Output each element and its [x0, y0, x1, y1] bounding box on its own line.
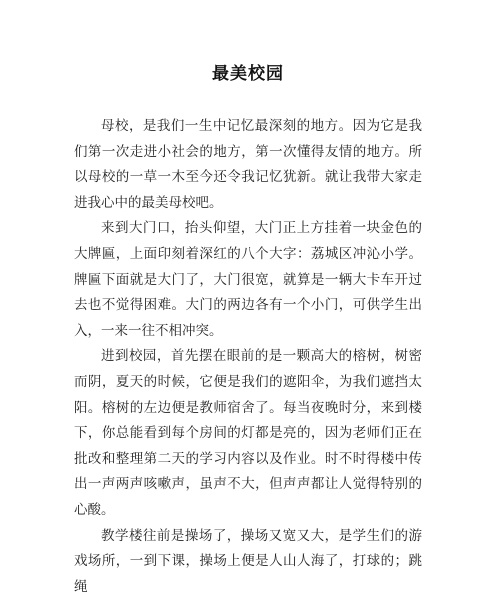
- paragraph-4: 教学楼往前是操场了，操场又宽又大，是学生们的游戏场所，一到下课，操场上便是人山人海了，打球的；跳绳: [74, 524, 422, 600]
- document-title: 最美校园: [0, 62, 496, 86]
- document-body: [74, 114, 422, 600]
- paragraph-3: 进到校园，首先摆在眼前的是一颗高大的榕树，树密而阴，夏天的时候，它便是我们的遮阳伞，为我们遮挡太阳。榕树的左边便是教师宿舍了。每当夜晚时分，来到楼下，你总能看到每个房间的灯都是亮的，因为老师们正在批改和整理第二天的学习内容以及作业。时不时得楼中传出一声两声咳嗽声，虽声不大，但声声都让人觉得特别的心酸。: [74, 344, 422, 523]
- paragraph-1: 母校，是我们一生中记忆最深刻的地方。因为它是我们第一次走进小社会的地方，第一次懂得友情的地方。所以母校的一草一木至今还令我记忆犹新。就让我带大家走进我心中的最美母校吧。: [74, 114, 422, 216]
- paragraph-2: 来到大门口，抬头仰望，大门正上方挂着一块金色的大牌匾，上面印刻着深红的八个大字：荔城区冲沁小学。牌匾下面就是大门了，大门很宽，就算是一辆大卡车开过去也不觉得困难。大门的两边各有一个小门，可供学生出入，一来一往不相冲突。: [74, 216, 422, 344]
